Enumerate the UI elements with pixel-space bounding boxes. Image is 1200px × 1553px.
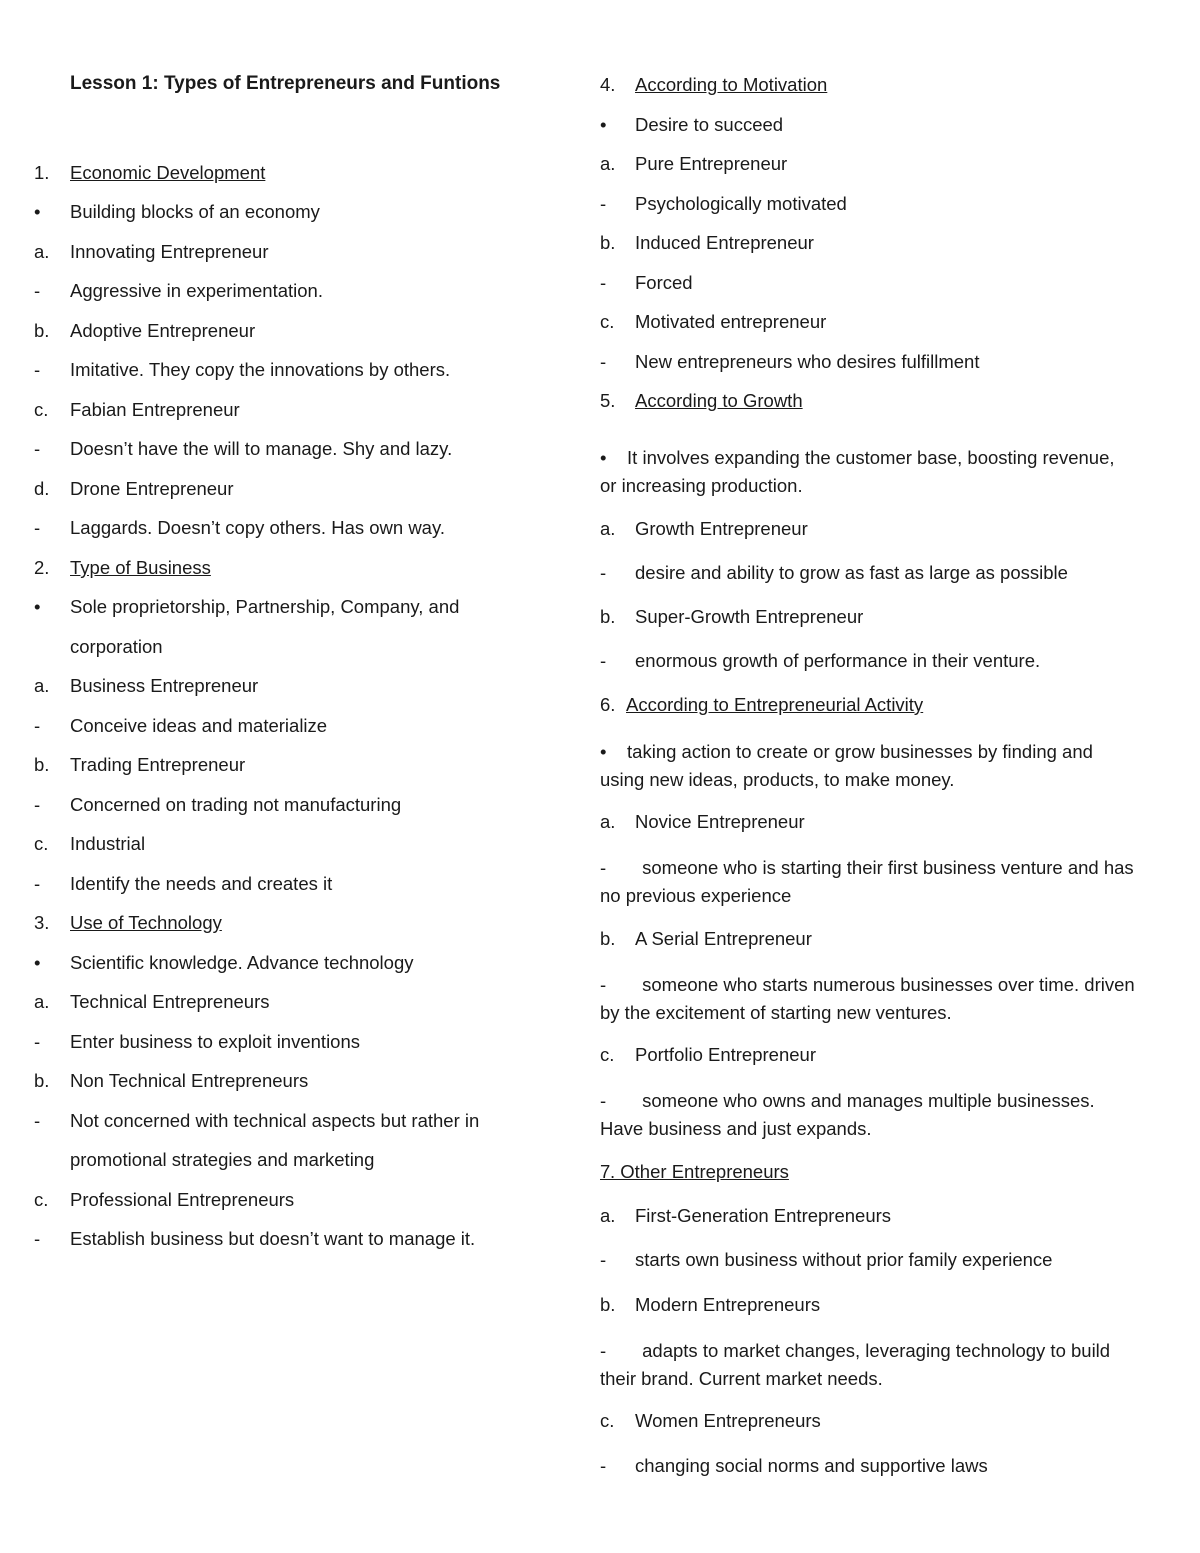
list-marker: - (34, 359, 41, 380)
list-item-text: Concerned on trading not manufacturing (70, 794, 402, 815)
list-item-text: Trading Entrepreneur (70, 754, 246, 775)
bullet-icon: • (34, 952, 41, 973)
list-item-text: Professional Entrepreneurs (70, 1189, 295, 1210)
list-marker: 6. (600, 694, 616, 715)
list-item-text: promotional strategies and marketing (70, 1149, 375, 1170)
list-item-text: Enter business to exploit inventions (70, 1031, 361, 1052)
list-marker: 3. (34, 912, 50, 933)
list-item-text: New entrepreneurs who desires fulfillment (635, 351, 980, 372)
list-item-text: Technical Entrepreneurs (70, 991, 270, 1012)
list-item-text: Fabian Entrepreneur (70, 399, 240, 420)
list-item-text: Super-Growth Entrepreneur (635, 606, 864, 627)
section-heading: According to Motivation (635, 74, 828, 95)
list-item-text: Modern Entrepreneurs (635, 1294, 821, 1315)
list-marker: b. (600, 606, 616, 627)
list-item-text: Imitative. They copy the innovations by others. (70, 359, 451, 380)
list-item-text: corporation (70, 636, 163, 657)
list-item-text: Psychologically motivated (635, 193, 847, 214)
list-item-text: • It involves expanding the customer base, boosting revenue, or increasing production. (600, 447, 1120, 496)
page-title: Lesson 1: Types of Entrepreneurs and Funtions (70, 73, 501, 94)
list-marker: 5. (600, 390, 616, 411)
list-item-text: First-Generation Entrepreneurs (635, 1205, 892, 1226)
list-marker: - (600, 272, 607, 293)
list-item-text: Induced Entrepreneur (635, 232, 814, 253)
section-heading: According to Growth (635, 390, 803, 411)
list-item-text: Establish business but doesn’t want to manage it. (70, 1228, 476, 1249)
list-item-text: Scientific knowledge. Advance technology (70, 952, 414, 973)
list-marker: b. (600, 928, 616, 949)
list-item-text: Sole proprietorship, Partnership, Company, and (70, 596, 460, 617)
list-marker: - (600, 193, 607, 214)
list-marker: b. (34, 320, 50, 341)
list-marker: - (34, 794, 41, 815)
list-item-text: changing social norms and supportive laws (635, 1455, 988, 1476)
list-marker: a. (34, 241, 50, 262)
list-item-text: Business Entrepreneur (70, 675, 259, 696)
list-item-text: Women Entrepreneurs (635, 1410, 821, 1431)
list-item-text: Laggards. Doesn’t copy others. Has own way. (70, 517, 445, 538)
list-marker: - (34, 280, 41, 301)
list-item-text: Pure Entrepreneur (635, 153, 788, 174)
list-marker: 7 (600, 1161, 611, 1182)
list-marker: a. (600, 811, 616, 832)
list-item-text: Adoptive Entrepreneur (70, 320, 256, 341)
list-item-text: Motivated entrepreneur (635, 311, 827, 332)
list-marker: b. (34, 1070, 50, 1091)
list-item-text: enormous growth of performance in their venture. (635, 650, 1041, 671)
list-item-text: Aggressive in experimentation. (70, 280, 323, 301)
list-marker: a. (600, 153, 616, 174)
list-marker: - (34, 1110, 41, 1131)
list-marker: 2. (34, 557, 50, 578)
list-marker: - (600, 562, 607, 583)
list-item-text: - adapts to market changes, leveraging technology to build their brand. Current market needs. (600, 1340, 1116, 1389)
section-heading: Use of Technology (70, 912, 222, 933)
list-marker: a. (600, 1205, 616, 1226)
bullet-icon: • (600, 114, 607, 135)
list-item-text: Desire to succeed (635, 114, 784, 135)
list-marker: a. (34, 675, 50, 696)
list-marker: c. (34, 1189, 49, 1210)
list-item-text: - someone who starts numerous businesses over time. driven by the excitement of starting new ventures. (600, 974, 1140, 1023)
list-marker: - (600, 650, 607, 671)
list-marker: - (600, 1249, 607, 1270)
section-heading: According to Entrepreneurial Activity (626, 694, 924, 715)
list-marker: - (600, 351, 607, 372)
list-item-text: Portfolio Entrepreneur (635, 1044, 816, 1065)
list-item-text: Identify the needs and creates it (70, 873, 333, 894)
bullet-icon: • (34, 201, 41, 222)
list-marker: - (34, 873, 41, 894)
list-item-text: - someone who is starting their first business venture and has no previous experience (600, 857, 1139, 906)
list-marker: c. (34, 833, 49, 854)
list-marker: b. (34, 754, 50, 775)
list-marker: a. (34, 991, 50, 1012)
list-item-text: Doesn’t have the will to manage. Shy and lazy. (70, 438, 453, 459)
list-marker: - (34, 1228, 41, 1249)
list-marker: - (34, 438, 41, 459)
list-item-text: Forced (635, 272, 693, 293)
list-marker: c. (34, 399, 49, 420)
list-item-text: A Serial Entrepreneur (635, 928, 812, 949)
list-marker: c. (600, 1044, 615, 1065)
list-marker: d. (34, 478, 50, 499)
list-item-text: Industrial (70, 833, 146, 854)
list-item-text: Innovating Entrepreneur (70, 241, 269, 262)
section-heading: Type of Business (70, 557, 211, 578)
list-marker: c. (600, 311, 615, 332)
list-item-text: desire and ability to grow as fast as large as possible (635, 562, 1068, 583)
bullet-icon: • (34, 596, 41, 617)
list-item-text: Building blocks of an economy (70, 201, 320, 222)
list-marker: 1. (34, 162, 50, 183)
list-item-text: Novice Entrepreneur (635, 811, 805, 832)
list-item-text: Conceive ideas and materialize (70, 715, 328, 736)
list-item-text: Not concerned with technical aspects but rather in (70, 1110, 480, 1131)
list-item-text: starts own business without prior family experience (635, 1249, 1053, 1270)
list-marker: - (34, 715, 41, 736)
section-heading: Economic Development (70, 162, 266, 183)
list-item-text: Drone Entrepreneur (70, 478, 234, 499)
list-marker: - (34, 517, 41, 538)
list-marker: - (34, 1031, 41, 1052)
list-item-text: Non Technical Entrepreneurs (70, 1070, 309, 1091)
list-marker: c. (600, 1410, 615, 1431)
list-item-text: Growth Entrepreneur (635, 518, 808, 539)
list-marker: b. (600, 232, 616, 253)
list-marker: b. (600, 1294, 616, 1315)
list-item-text: • taking action to create or grow businesses by finding and using new ideas, products, to make money. (600, 741, 1099, 790)
list-marker: - (600, 1455, 607, 1476)
list-marker: 4. (600, 74, 616, 95)
list-item-text: - someone who owns and manages multiple businesses. Have business and just expands. (600, 1090, 1100, 1139)
section-heading: . Other Entrepreneurs (610, 1161, 789, 1182)
list-marker: a. (600, 518, 616, 539)
